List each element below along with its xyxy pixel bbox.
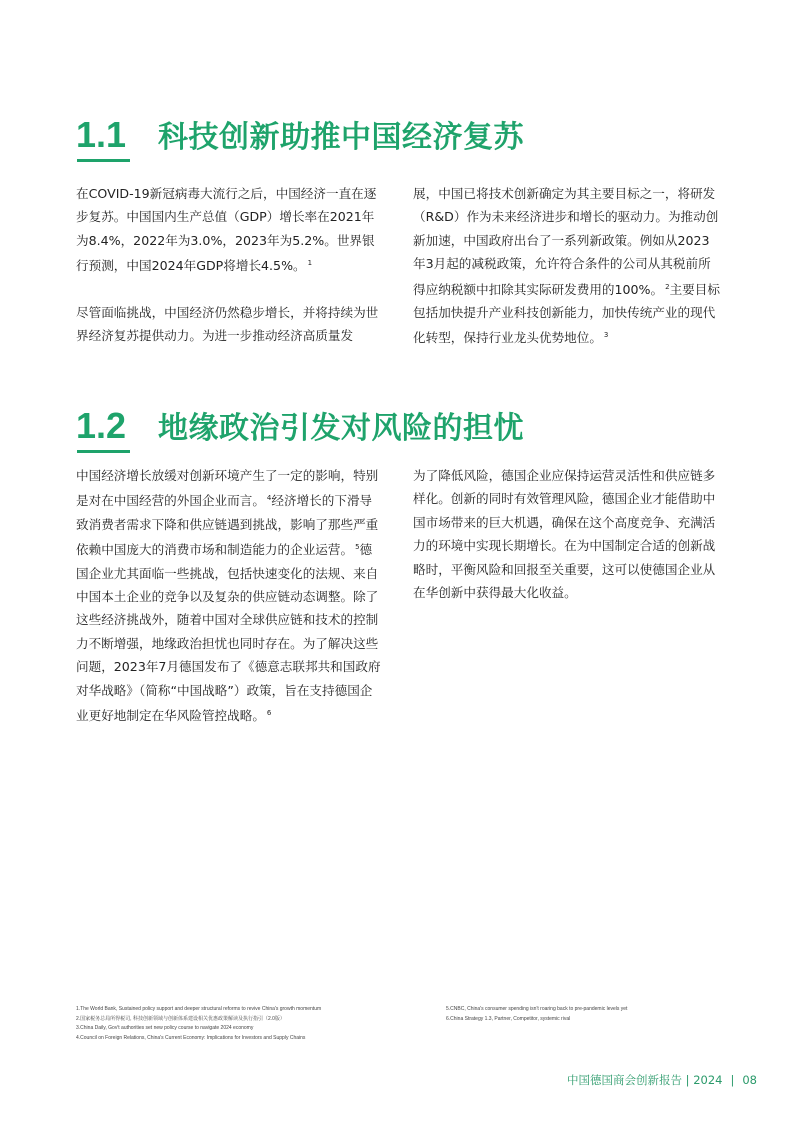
section-2-number: 1.2: [76, 405, 158, 447]
section-2-title: 地缘政治引发对风险的担忧: [158, 411, 524, 446]
paragraph: [76, 301, 383, 348]
paragraph-text: 在COVID-19新冠病毒大流行之后，中国经济一直在逐步复苏。中国国内生产总值（GDP）增长率在2021年为8.4%，2022年为3.0%，2023年为5.2%。世界银行预测，中国2024年GDP将增长4.5%。: [76, 186, 377, 274]
footnote: 5.CNBC, China's consumer spending isn't roaring back to pre-pandemic levels yet: [446, 1006, 628, 1012]
section-1-right-column: [413, 182, 720, 350]
report-name: 中国德国商会创新报告 | 2024: [567, 1073, 723, 1087]
paragraph: [76, 182, 383, 278]
paragraph-text: 德国企业尤其面临一些挑战，包括快速变化的法规、来自中国本土企业的竞争以及复杂的供应链动态调整。除了这些经济挑战外，随着中国对全球供应链和技术的控制力不断增强，地缘政治担忧也同时存在。为了解决这些问题，2023年7月德国发布了《德意志联邦共和国政府对华战略》（简称“中国战略”）政策，旨在支持德国企业更好地制定在华风险管控战略。: [76, 542, 381, 724]
footnote-ref: 6: [266, 709, 272, 718]
paragraph-text: 展，中国已将技术创新确定为其主要目标之一，将研发（R&D）作为未来经济进步和增长的驱动力。为推动创新加速，中国政府出台了一系列新政策。例如从2023年3月起的减税政策，允许符合条件的公司从其税前所得应纳税额中扣除其实际研发费用的100%。: [413, 186, 719, 297]
footnote-ref: 3: [603, 331, 609, 340]
footnote-ref: 2: [665, 282, 670, 291]
footnotes-left: [76, 1005, 321, 1043]
paragraph-text: 尽管面临挑战，中国经济仍然稳步增长，并将持续为世界经济复苏提供动力。为进一步推动经济高质量发: [76, 304, 379, 344]
section-2-heading: [76, 403, 524, 447]
page-number: 08: [742, 1073, 757, 1087]
footnote: 4.Council on Foreign Relations, China's Current Economy: Implications for Investors and Supply Chains: [76, 1034, 306, 1041]
section-1-number: 1.1: [76, 114, 158, 156]
footnote-ref: 5: [355, 543, 360, 552]
footnote: 2.国家税务总局所得税司, 科技创新领域与创新体系建设相关优惠政策解读及执行指引（2.0版）: [76, 1015, 285, 1022]
page-footer: [567, 1072, 757, 1088]
section-1-heading: [76, 112, 524, 156]
footnote: 6.China Strategy 1.3, Partner, Competitor, systemic rival: [446, 1015, 571, 1022]
paragraph-text: 为了降低风险，德国企业应保持运营灵活性和供应链多样化。创新的同时有效管理风险，德国企业才能借助中国市场带来的巨大机遇，确保在这个高度竞争、充满活力的环境中实现长期增长。在为中国制定合适的创新战略时，平衡风险和回报至关重要，这可以使德国企业从在华创新中获得最大化收益。: [413, 468, 716, 601]
paragraph-text: 经济增长的下滑导致消费者需求下降和供应链遇到挑战，影响了那些严重依赖中国庞大的消费市场和制造能力的企业运营。: [76, 493, 379, 558]
paragraph-text: 主要目标包括加快提升产业科技创新能力，加快传统产业的现代化转型，保持行业龙头优势地位。: [413, 281, 720, 346]
section-2-right-column: [413, 464, 720, 604]
paragraph: [413, 182, 720, 350]
footnote: 3.China Daily, Gov't authorities set new policy course to navigate 2024 economy: [76, 1025, 254, 1031]
footnote: 1.The World Bank, Sustained policy support and deeper structural reforms to revive China's growth momentum: [76, 1006, 322, 1012]
paragraph-text: 中国经济增长放缓对创新环境产生了一定的影响，特别是对在中国经营的外国企业而言。: [76, 468, 379, 509]
section-1-title: 科技创新助推中国经济复苏: [158, 120, 524, 155]
section-1-left-column: [76, 182, 383, 347]
footnote-ref: 1: [307, 259, 313, 268]
paragraph: [413, 464, 720, 604]
footnotes-right: [446, 1005, 627, 1024]
footer-separator: |: [730, 1073, 735, 1087]
paragraph: [76, 464, 383, 727]
section-2-left-column: [76, 464, 383, 727]
footnote-ref: 4: [266, 494, 272, 503]
